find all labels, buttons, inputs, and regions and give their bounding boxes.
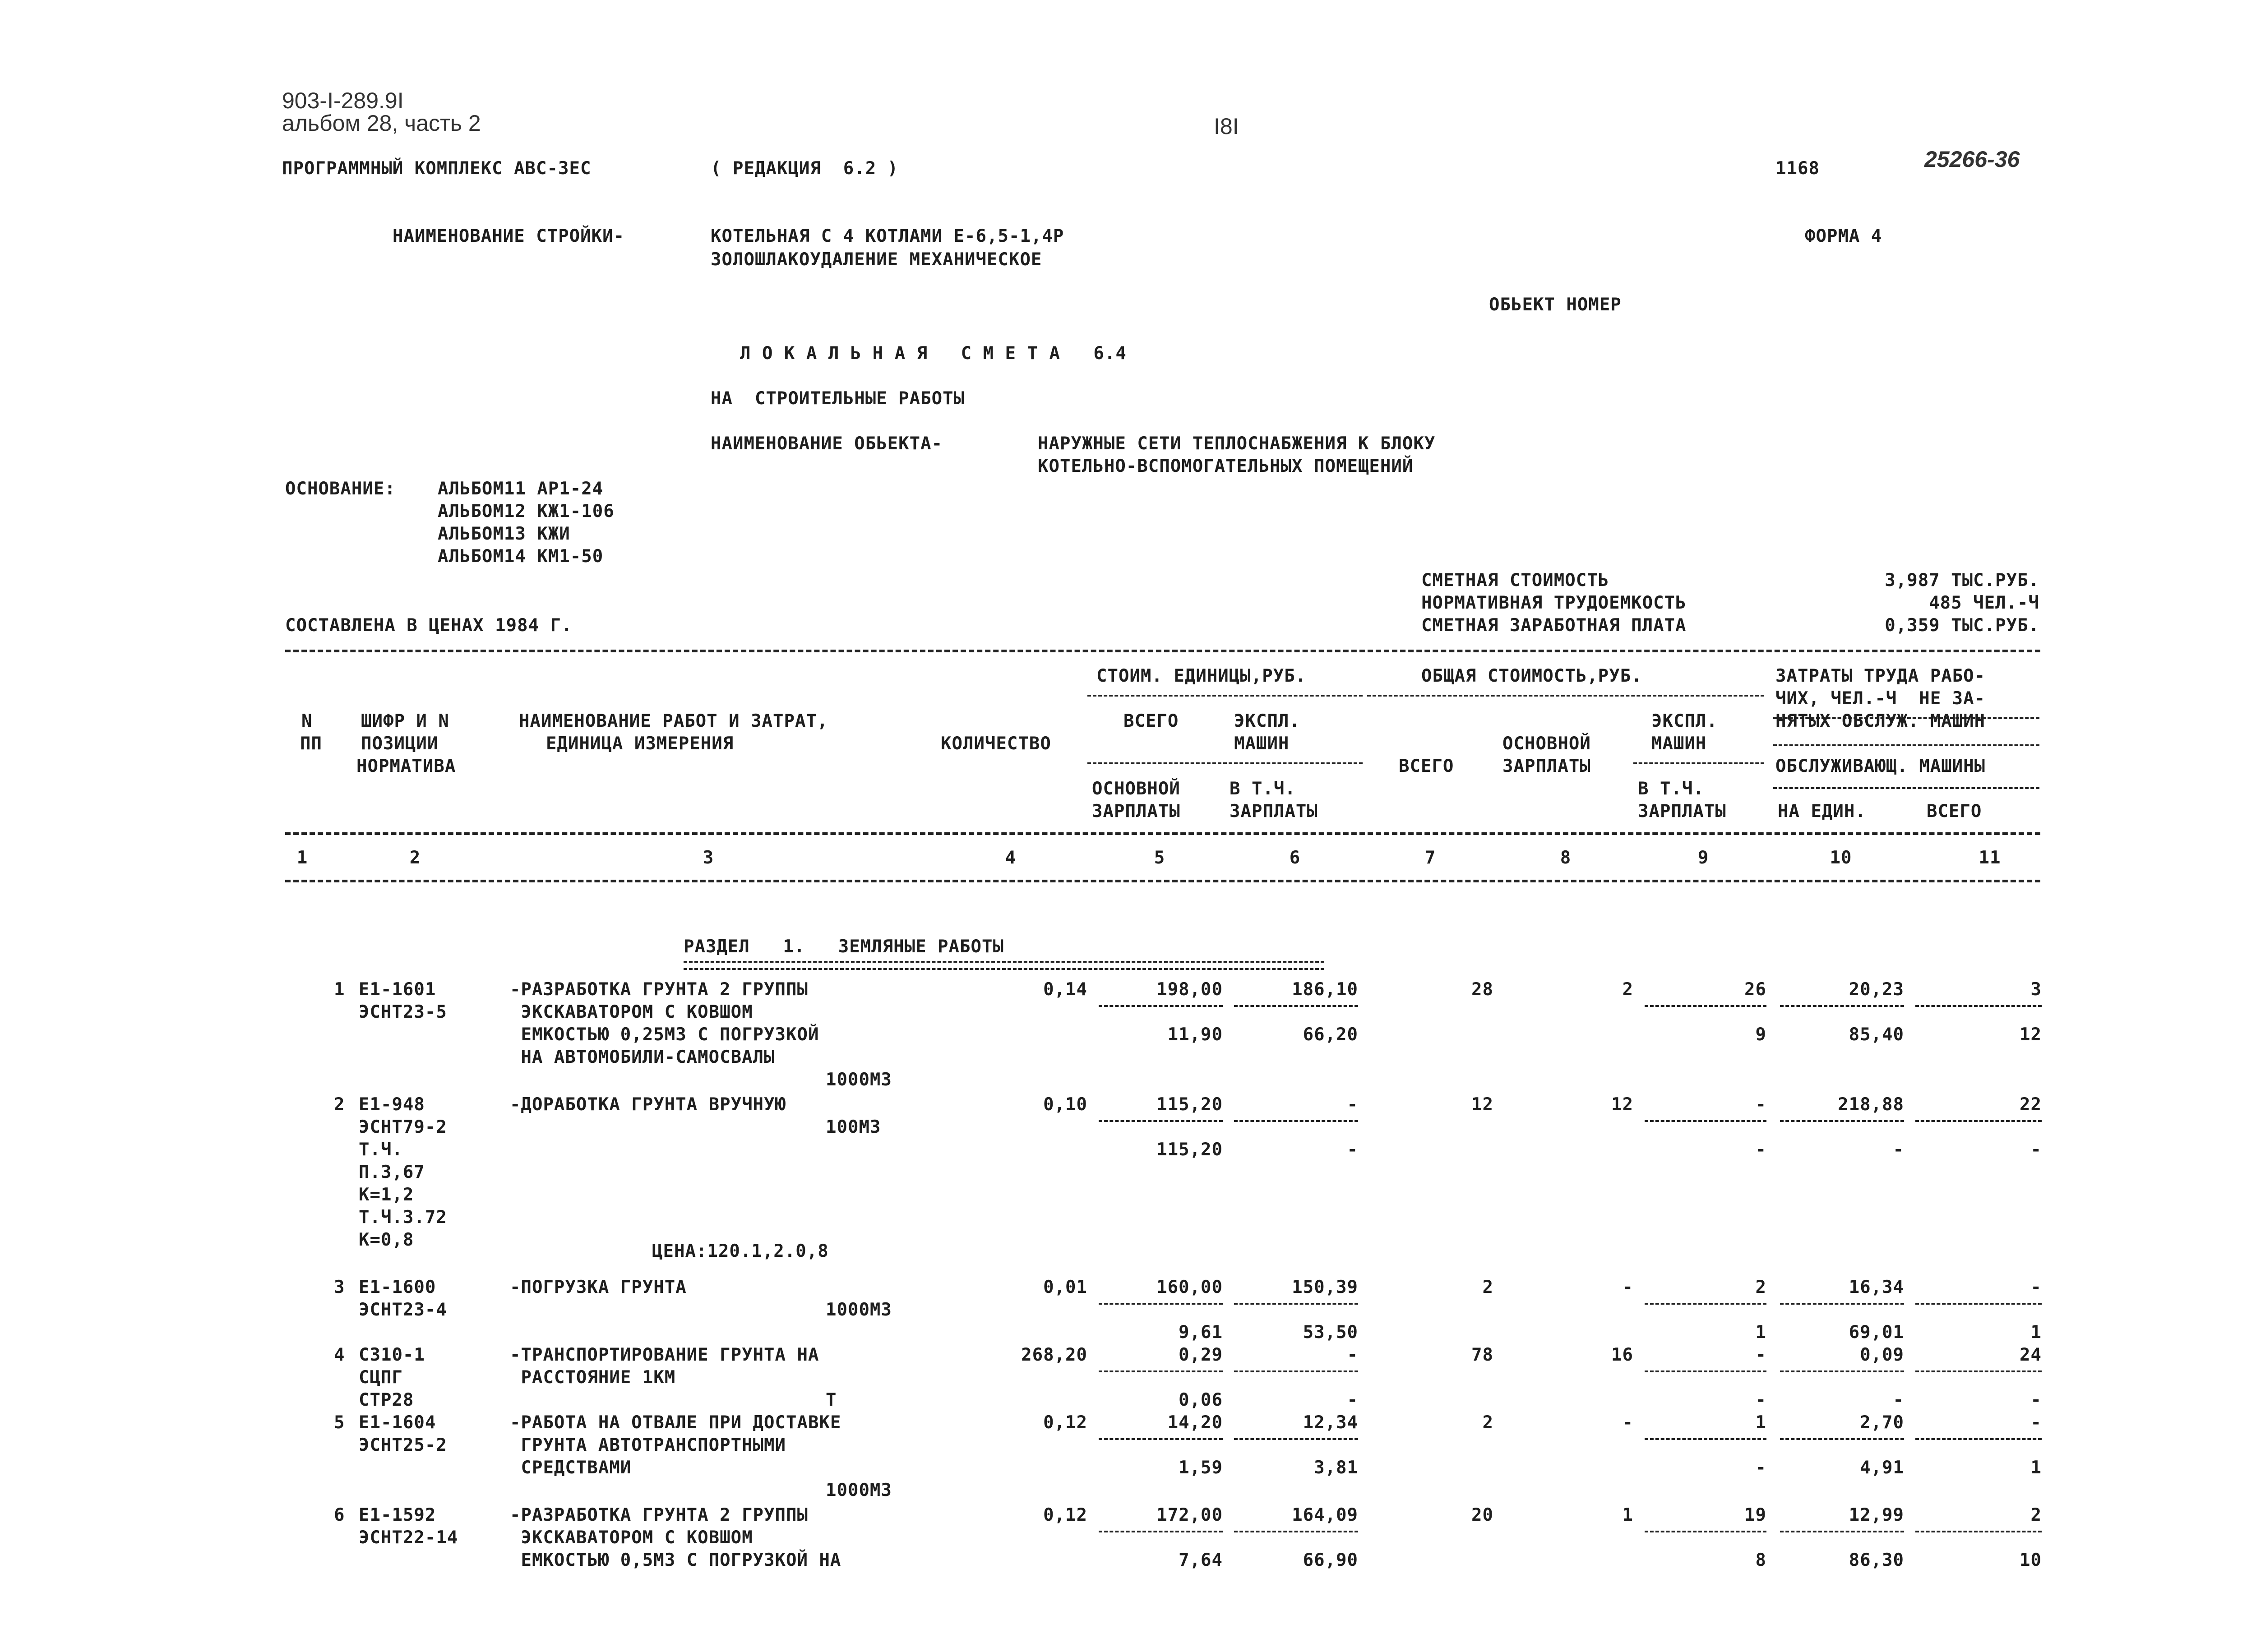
subtotal-rule xyxy=(1780,1531,1904,1532)
row-number: 3 xyxy=(334,1277,345,1297)
row-t-incl: 8 xyxy=(1755,1550,1766,1570)
row-code: Е1-948 xyxy=(359,1094,425,1115)
row-l-unit: 20,23 xyxy=(1849,979,1904,1000)
section-underline xyxy=(684,961,1324,970)
row-name: ЕМКОСТЬЮ 0,5М3 С ПОГРУЗКОЙ НА xyxy=(510,1550,841,1570)
subtotal-rule xyxy=(1099,1303,1223,1305)
row-name: -РАЗРАБОТКА ГРУНТА 2 ГРУППЫ xyxy=(510,979,808,1000)
row-l2-unit: 86,30 xyxy=(1849,1550,1904,1570)
header-unit-wage: ОСНОВНОЙ xyxy=(1092,779,1180,799)
row-u-wage: 1,59 xyxy=(1179,1458,1223,1478)
row-unit: 1000М3 xyxy=(826,1480,892,1500)
header-unit-cost: СТОИМ. ЕДИНИЦЫ,РУБ. xyxy=(1096,666,1307,686)
row-u-incl: - xyxy=(1347,1140,1358,1160)
row-u-wage: 9,61 xyxy=(1179,1322,1223,1343)
row-l-unit: 0,09 xyxy=(1860,1345,1904,1365)
column-number: 11 xyxy=(1979,848,2001,868)
table-top-rule xyxy=(285,650,2040,652)
subtotal-rule xyxy=(1099,1531,1223,1532)
program-edition: ( РЕДАКЦИЯ 6.2 ) xyxy=(711,158,899,179)
row-number: 6 xyxy=(334,1505,345,1525)
row-l2-unit: - xyxy=(1893,1390,1904,1410)
object-number-label: ОБЬЕКТ НОМЕР xyxy=(1489,295,1622,315)
subtotal-rule xyxy=(1915,1438,2042,1440)
basis-item: АЛЬБОМ13 КЖИ xyxy=(438,524,570,544)
summary-value: 3,987 ТЫС.РУБ. xyxy=(1885,570,2039,591)
row-l-unit: 16,34 xyxy=(1849,1277,1904,1297)
header-labor-service: ОБСЛУЖИВАЮЩ. МАШИНЫ xyxy=(1775,756,1986,776)
subtotal-rule xyxy=(1099,1371,1223,1372)
row-code: Е1-1592 xyxy=(359,1505,436,1525)
document-title: Л О К А Л Ь Н А Я С М Е Т А 6.4 xyxy=(740,343,1127,364)
column-number: 10 xyxy=(1830,848,1852,868)
prices-note: СОСТАВЛЕНА В ЦЕНАХ 1984 Г. xyxy=(285,615,573,636)
row-name: -РАЗРАБОТКА ГРУНТА 2 ГРУППЫ xyxy=(510,1505,808,1525)
header-total-wage: ОСНОВНОЙ xyxy=(1502,734,1591,754)
row-price-formula: ЦЕНА:120.1,2.0,8 xyxy=(652,1241,829,1261)
summary-value: 0,359 ТЫС.РУБ. xyxy=(1885,615,2039,636)
row-l2-total: - xyxy=(2030,1140,2042,1160)
column-number: 7 xyxy=(1424,848,1436,868)
summary-label: СМЕТНАЯ ЗАРАБОТНАЯ ПЛАТА xyxy=(1421,615,1687,636)
header-npp: N xyxy=(301,711,313,731)
header-inner-rule xyxy=(1087,695,1363,697)
row-u-incl: - xyxy=(1347,1390,1358,1410)
section-title: РАЗДЕЛ 1. ЗЕМЛЯНЫЕ РАБОТЫ xyxy=(684,937,1004,957)
header-code: НОРМАТИВА xyxy=(356,756,456,776)
header-unit-machine: МАШИН xyxy=(1234,734,1290,754)
row-name: -ДОРАБОТКА ГРУНТА ВРУЧНУЮ xyxy=(510,1094,786,1115)
column-number: 6 xyxy=(1289,848,1301,868)
subtotal-rule xyxy=(1645,1371,1766,1372)
row-u-wage: 0,06 xyxy=(1179,1390,1223,1410)
column-number: 8 xyxy=(1560,848,1572,868)
subtotal-rule xyxy=(1780,1303,1904,1305)
row-t-mach: - xyxy=(1755,1094,1766,1115)
row-t-total: 28 xyxy=(1471,979,1493,1000)
row-t-mach: 2 xyxy=(1755,1277,1766,1297)
row-u-mach: 186,10 xyxy=(1292,979,1358,1000)
row-qty: 0,12 xyxy=(1043,1412,1087,1433)
subtotal-rule xyxy=(1099,1438,1223,1440)
header-inner-rule xyxy=(1773,744,2039,746)
form-label: ФОРМА 4 xyxy=(1805,226,1882,246)
summary-label: НОРМАТИВНАЯ ТРУДОЕМКОСТЬ xyxy=(1421,593,1687,613)
row-u-incl: 3,81 xyxy=(1314,1458,1358,1478)
header-unit-incl: В Т.Ч. xyxy=(1230,779,1296,799)
row-t-mach: 1 xyxy=(1755,1412,1766,1433)
row-name: -ПОГРУЗКА ГРУНТА xyxy=(510,1277,687,1297)
subtotal-rule xyxy=(1234,1531,1358,1532)
column-number: 1 xyxy=(296,848,308,868)
header-inner-rule xyxy=(1367,695,1764,697)
row-t-mach: 26 xyxy=(1744,979,1766,1000)
row-name: -РАБОТА НА ОТВАЛЕ ПРИ ДОСТАВКЕ xyxy=(510,1412,841,1433)
row-l-total: 22 xyxy=(2020,1094,2042,1115)
summary-value: 485 ЧЕЛ.-Ч xyxy=(1929,593,2039,613)
document-subtitle: НА СТРОИТЕЛЬНЫЕ РАБОТЫ xyxy=(711,388,965,409)
row-t-mach: 19 xyxy=(1744,1505,1766,1525)
site-label: НАИМЕНОВАНИЕ СТРОЙКИ- xyxy=(393,226,625,246)
subtotal-rule xyxy=(1780,1438,1904,1440)
row-l-total: - xyxy=(2030,1277,2042,1297)
row-name: НА АВТОМОБИЛИ-САМОСВАЛЫ xyxy=(510,1047,775,1067)
row-number: 5 xyxy=(334,1412,345,1433)
row-t-wage: 1 xyxy=(1622,1505,1633,1525)
row-t-total: 2 xyxy=(1482,1412,1493,1433)
row-code: Е1-1601 xyxy=(359,979,436,1000)
row-u-total: 172,00 xyxy=(1156,1505,1223,1525)
row-code: СТР28 xyxy=(359,1390,414,1410)
row-l2-total: 1 xyxy=(2030,1458,2042,1478)
album-reference: альбом 28, часть 2 xyxy=(282,111,481,136)
row-qty: 0,14 xyxy=(1043,979,1087,1000)
row-u-mach: 12,34 xyxy=(1303,1412,1358,1433)
header-inner-rule xyxy=(1773,787,2039,789)
row-code: ЭСНТ23-4 xyxy=(359,1300,447,1320)
row-code: С310-1 xyxy=(359,1345,425,1365)
subtotal-rule xyxy=(1099,1120,1223,1122)
header-labor: ЗАТРАТЫ ТРУДА РАБО- xyxy=(1775,666,1986,686)
row-l2-unit: 69,01 xyxy=(1849,1322,1904,1343)
subtotal-rule xyxy=(1645,1531,1766,1532)
row-code: ЭСНТ25-2 xyxy=(359,1435,447,1455)
row-code: П.3,67 xyxy=(359,1162,425,1182)
row-l2-unit: 85,40 xyxy=(1849,1024,1904,1045)
row-t-total: 20 xyxy=(1471,1505,1493,1525)
page-number: I8I xyxy=(1214,114,1239,139)
row-l2-unit: 4,91 xyxy=(1860,1458,1904,1478)
row-t-wage: - xyxy=(1622,1277,1633,1297)
row-code: К=1,2 xyxy=(359,1185,414,1205)
row-qty: 0,12 xyxy=(1043,1505,1087,1525)
header-labor: ЧИХ, ЧЕЛ.-Ч НЕ ЗА- xyxy=(1775,688,1986,709)
object-label: НАИМЕНОВАНИЕ ОБЬЕКТА- xyxy=(711,434,943,454)
row-l2-total: 12 xyxy=(2020,1024,2042,1045)
row-l-total: 2 xyxy=(2030,1505,2042,1525)
subtotal-rule xyxy=(1780,1120,1904,1122)
row-code: К=0,8 xyxy=(359,1230,414,1250)
header-per-unit: НА ЕДИН. xyxy=(1778,801,1866,821)
summary-label: СМЕТНАЯ СТОИМОСТЬ xyxy=(1421,570,1609,591)
object-name-line2: КОТЕЛЬНО-ВСПОМОГАТЕЛЬНЫХ ПОМЕЩЕНИЙ xyxy=(1038,456,1414,476)
row-unit: 1000М3 xyxy=(826,1070,892,1090)
row-l-total: - xyxy=(2030,1412,2042,1433)
row-t-mach: - xyxy=(1755,1345,1766,1365)
row-l-total: 24 xyxy=(2020,1345,2042,1365)
site-name-line2: ЗОЛОШЛАКОУДАЛЕНИЕ МЕХАНИЧЕСКОЕ xyxy=(711,249,1042,270)
row-code: ЭСНТ23-5 xyxy=(359,1002,447,1022)
subtotal-rule xyxy=(1234,1438,1358,1440)
row-unit: 1000М3 xyxy=(826,1300,892,1320)
row-t-incl: - xyxy=(1755,1390,1766,1410)
sheet-reference: 25266-36 xyxy=(1924,147,2020,172)
header-total-machine: МАШИН xyxy=(1651,734,1707,754)
row-qty: 268,20 xyxy=(1021,1345,1087,1365)
subtotal-rule xyxy=(1234,1371,1358,1372)
row-name: ЭКСКАВАТОРОМ С КОВШОМ xyxy=(510,1002,753,1022)
row-u-total: 0,29 xyxy=(1179,1345,1223,1365)
row-code: СЦПГ xyxy=(359,1367,403,1388)
header-unit-wage: ЗАРПЛАТЫ xyxy=(1092,801,1180,821)
header-labor: НЯТЫХ ОБСЛУЖ. МАШИН xyxy=(1775,711,1986,731)
object-name-line1: НАРУЖНЫЕ СЕТИ ТЕПЛОСНАБЖЕНИЯ К БЛОКУ xyxy=(1038,434,1436,454)
row-unit: 100М3 xyxy=(826,1117,881,1137)
row-number: 1 xyxy=(334,979,345,1000)
row-u-incl: 66,20 xyxy=(1303,1024,1358,1045)
row-l-total: 3 xyxy=(2030,979,2042,1000)
row-name: -ТРАНСПОРТИРОВАНИЕ ГРУНТА НА xyxy=(510,1345,819,1365)
row-u-incl: 66,90 xyxy=(1303,1550,1358,1570)
row-code: Т.Ч.3.72 xyxy=(359,1207,447,1227)
header-code: ШИФР И N xyxy=(361,711,449,731)
row-l-unit: 2,70 xyxy=(1860,1412,1904,1433)
subtotal-rule xyxy=(1915,1005,2042,1007)
basis-item: АЛЬБОМ14 КМ1-50 xyxy=(438,546,604,567)
row-l-unit: 12,99 xyxy=(1849,1505,1904,1525)
row-u-wage: 11,90 xyxy=(1167,1024,1223,1045)
subtotal-rule xyxy=(1645,1303,1766,1305)
header-inner-rule xyxy=(1087,762,1363,764)
basis-item: АЛЬБОМ12 КЖ1-106 xyxy=(438,501,615,521)
row-code: Е1-1600 xyxy=(359,1277,436,1297)
header-unit-machine: ЭКСПЛ. xyxy=(1234,711,1300,731)
header-quantity: КОЛИЧЕСТВО xyxy=(941,734,1051,754)
row-number: 2 xyxy=(334,1094,345,1115)
column-number: 4 xyxy=(1005,848,1017,868)
header-total-machine: ЭКСПЛ. xyxy=(1651,711,1718,731)
header-total-incl: ЗАРПЛАТЫ xyxy=(1638,801,1726,821)
basis-item: АЛЬБОМ11 АР1-24 xyxy=(438,479,604,499)
row-t-incl: - xyxy=(1755,1140,1766,1160)
row-u-mach: 150,39 xyxy=(1292,1277,1358,1297)
basis-label: ОСНОВАНИЕ: xyxy=(285,479,396,499)
column-number: 3 xyxy=(703,848,714,868)
row-l2-total: 1 xyxy=(2030,1322,2042,1343)
col-numbers-rule xyxy=(285,880,2040,882)
subtotal-rule xyxy=(1645,1005,1766,1007)
header-total-incl: В Т.Ч. xyxy=(1638,779,1704,799)
row-l2-total: - xyxy=(2030,1390,2042,1410)
header-unit-incl: ЗАРПЛАТЫ xyxy=(1230,801,1318,821)
subtotal-rule xyxy=(1915,1120,2042,1122)
column-number: 5 xyxy=(1154,848,1165,868)
row-l-unit: 218,88 xyxy=(1838,1094,1904,1115)
row-t-wage: 16 xyxy=(1611,1345,1633,1365)
row-u-wage: 115,20 xyxy=(1156,1140,1223,1160)
subtotal-rule xyxy=(1780,1371,1904,1372)
row-number: 4 xyxy=(334,1345,345,1365)
row-u-total: 198,00 xyxy=(1156,979,1223,1000)
site-name-line1: КОТЕЛЬНАЯ С 4 КОТЛАМИ Е-6,5-1,4Р xyxy=(711,226,1064,246)
program-name: ПРОГРАММНЫЙ КОМПЛЕКС АВС-ЗЕС xyxy=(282,158,592,179)
row-unit: Т xyxy=(826,1390,837,1410)
header-unit-total: ВСЕГО xyxy=(1123,711,1179,731)
row-u-total: 14,20 xyxy=(1167,1412,1223,1433)
column-number: 2 xyxy=(409,848,421,868)
row-name: СРЕДСТВАМИ xyxy=(510,1458,632,1478)
row-code: Т.Ч. xyxy=(359,1140,403,1160)
header-inner-rule xyxy=(1633,762,1764,764)
header-name: ЕДИНИЦА ИЗМЕРЕНИЯ xyxy=(546,734,734,754)
row-u-mach: - xyxy=(1347,1094,1358,1115)
row-code: ЭСНТ79-2 xyxy=(359,1117,447,1137)
row-name: ЕМКОСТЬЮ 0,25М3 С ПОГРУЗКОЙ xyxy=(510,1024,819,1045)
header-total-cost: ОБЩАЯ СТОИМОСТЬ,РУБ. xyxy=(1421,666,1642,686)
row-t-total: 12 xyxy=(1471,1094,1493,1115)
row-l2-total: 10 xyxy=(2020,1550,2042,1570)
row-name: ГРУНТА АВТОТРАНСПОРТНЫМИ xyxy=(510,1435,786,1455)
subtotal-rule xyxy=(1645,1438,1766,1440)
print-number: 1168 xyxy=(1775,158,1820,179)
header-labor-total: ВСЕГО xyxy=(1927,801,1982,821)
row-u-total: 115,20 xyxy=(1156,1094,1223,1115)
row-l2-unit: - xyxy=(1893,1140,1904,1160)
row-name: РАССТОЯНИЕ 1КМ xyxy=(510,1367,676,1388)
row-t-incl: 9 xyxy=(1755,1024,1766,1045)
row-t-total: 2 xyxy=(1482,1277,1493,1297)
row-t-incl: 1 xyxy=(1755,1322,1766,1343)
document-code: 903-I-289.9I xyxy=(282,88,404,113)
row-qty: 0,10 xyxy=(1043,1094,1087,1115)
header-name: НАИМЕНОВАНИЕ РАБОТ И ЗАТРАТ, xyxy=(519,711,828,731)
row-t-total: 78 xyxy=(1471,1345,1493,1365)
row-code: Е1-1604 xyxy=(359,1412,436,1433)
subtotal-rule xyxy=(1234,1303,1358,1305)
subtotal-rule xyxy=(1915,1531,2042,1532)
subtotal-rule xyxy=(1780,1005,1904,1007)
row-t-wage: 2 xyxy=(1622,979,1633,1000)
column-number: 9 xyxy=(1697,848,1709,868)
row-t-incl: - xyxy=(1755,1458,1766,1478)
row-name: ЭКСКАВАТОРОМ С КОВШОМ xyxy=(510,1527,753,1548)
subtotal-rule xyxy=(1099,1005,1223,1007)
subtotal-rule xyxy=(1234,1005,1358,1007)
header-bottom-rule xyxy=(285,832,2040,835)
row-u-total: 160,00 xyxy=(1156,1277,1223,1297)
row-code: ЭСНТ22-14 xyxy=(359,1527,458,1548)
header-total-all: ВСЕГО xyxy=(1399,756,1454,776)
row-u-incl: 53,50 xyxy=(1303,1322,1358,1343)
subtotal-rule xyxy=(1915,1303,2042,1305)
row-u-mach: 164,09 xyxy=(1292,1505,1358,1525)
row-t-wage: - xyxy=(1622,1412,1633,1433)
header-code: ПОЗИЦИИ xyxy=(361,734,439,754)
header-total-wage: ЗАРПЛАТЫ xyxy=(1502,756,1591,776)
row-u-wage: 7,64 xyxy=(1179,1550,1223,1570)
row-t-wage: 12 xyxy=(1611,1094,1633,1115)
header-npp: ПП xyxy=(300,734,322,754)
row-qty: 0,01 xyxy=(1043,1277,1087,1297)
row-u-mach: - xyxy=(1347,1345,1358,1365)
subtotal-rule xyxy=(1915,1371,2042,1372)
subtotal-rule xyxy=(1645,1120,1766,1122)
subtotal-rule xyxy=(1234,1120,1358,1122)
